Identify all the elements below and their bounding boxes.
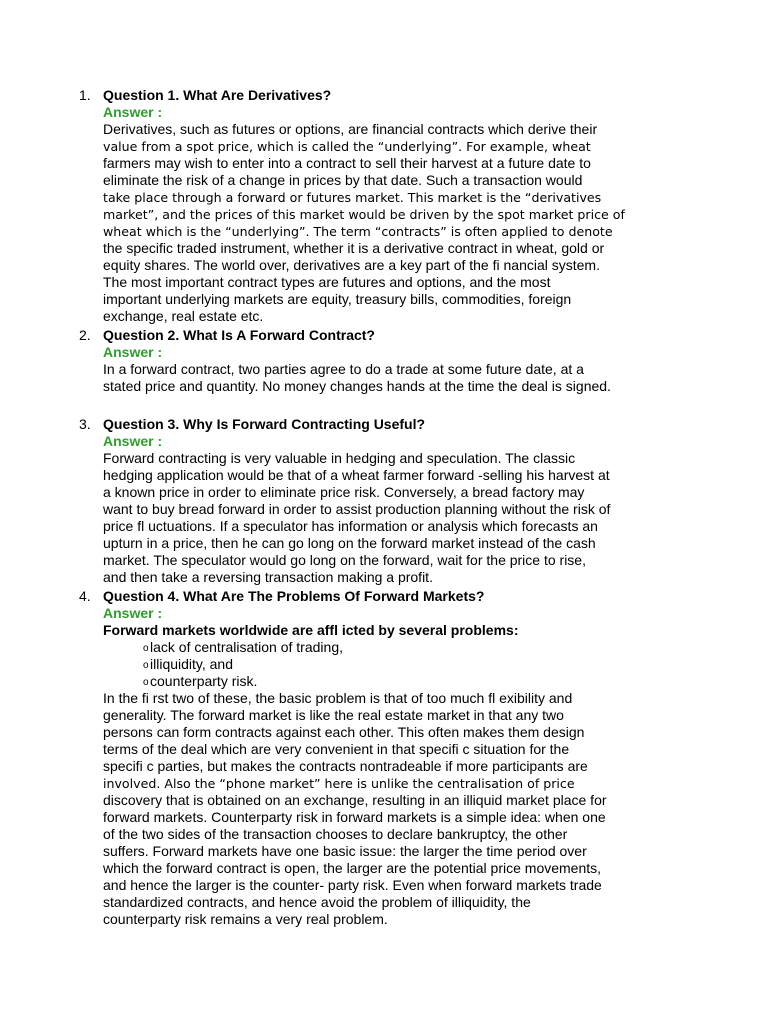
answer-line: which the forward contract is open, the larger are the potential price movements, <box>103 860 602 876</box>
answer-label: Answer : <box>103 344 163 360</box>
list-item <box>103 656 673 673</box>
list-item-text: lack of centralisation of trading, <box>150 639 343 655</box>
answer-line: hedging application would be that of a wheat farmer forward -selling his harvest at <box>103 467 610 483</box>
answer-line: important underlying markets are equity, treasury bills, commodities, foreign <box>103 291 572 307</box>
answer-line: and then take a reversing transaction making a profit. <box>103 569 433 585</box>
answer-line: take place through a forward or futures market. This market is the “derivatives <box>103 190 602 205</box>
answer-line: of the two sides of the transaction chooses to declare bankruptcy, the other <box>103 826 568 842</box>
answer-line: standardized contracts, and hence avoid the problem of illiquidity, the <box>103 894 531 910</box>
answer-line: eliminate the risk of a change in prices by that date. Such a transaction would <box>103 172 583 188</box>
qa-item-2 <box>79 327 673 395</box>
answer-line: price fl uctuations. If a speculator has information or analysis which forecasts an <box>103 518 598 534</box>
answer-line: exchange, real estate etc. <box>103 308 264 324</box>
answer-line: market. The speculator would go long on the forward, wait for the price to rise, <box>103 552 586 568</box>
list-item-text: counterparty risk. <box>150 673 258 689</box>
qa-item-4 <box>79 588 673 928</box>
answer-line: the specific traded instrument, whether it is a derivative contract in wheat, gold or <box>103 240 605 256</box>
question-heading: Question 1. What Are Derivatives? <box>103 87 332 103</box>
answer-line: counterparty risk remains a very real problem. <box>103 911 388 927</box>
answer-line: a known price in order to eliminate price risk. Conversely, a bread factory may <box>103 484 585 500</box>
answer-line: In a forward contract, two parties agree to do a trade at some future date, at a <box>103 361 584 377</box>
list-item <box>103 673 673 690</box>
answer-line: market”, and the prices of this market would be driven by the spot market price of <box>103 207 625 222</box>
question-heading: Question 4. What Are The Problems Of Forward Markets? <box>103 588 485 604</box>
question-heading: Question 3. Why Is Forward Contracting Useful? <box>103 416 426 432</box>
answer-line: value from a spot price, which is called the “underlying”. For example, wheat <box>103 139 591 154</box>
answer-line: forward markets. Counterparty risk in forward markets is a simple idea: when one <box>103 809 606 825</box>
bullet-icon: o <box>143 660 149 671</box>
answer-line: stated price and quantity. No money changes hands at the time the deal is signed. <box>103 378 611 394</box>
problems-intro: Forward markets worldwide are affl icted by several problems: <box>103 622 519 638</box>
question-heading: Question 2. What Is A Forward Contract? <box>103 327 375 343</box>
answer-line: want to buy bread forward in order to assist production planning without the risk of <box>103 501 611 517</box>
answer-line: equity shares. The world over, derivatives are a key part of the fi nancial system. <box>103 257 600 273</box>
list-item <box>103 639 673 656</box>
qa-item-1 <box>79 87 673 325</box>
answer-line: persons can form contracts against each other. This often makes them design <box>103 724 585 740</box>
answer-label: Answer : <box>103 104 163 120</box>
answer-line: wheat which is the “underlying”. The term “contracts” is often applied to denote <box>103 224 613 239</box>
bullet-icon: o <box>143 643 149 654</box>
bullet-icon: o <box>143 677 149 688</box>
list-item-text: illiquidity, and <box>150 656 234 672</box>
answer-line: In the fi rst two of these, the basic problem is that of too much fl exibility and <box>103 690 573 706</box>
answer-line: farmers may wish to enter into a contract to sell their harvest at a future date to <box>103 155 591 171</box>
answer-line: The most important contract types are futures and options, and the most <box>103 274 551 290</box>
answer-line: involved. Also the “phone market” here is unlike the centralisation of price <box>103 776 575 791</box>
answer-line: generality. The forward market is like the real estate market in that any two <box>103 707 564 723</box>
answer-label: Answer : <box>103 605 163 621</box>
answer-label: Answer : <box>103 433 163 449</box>
item-number: 2. <box>79 327 91 343</box>
answer-line: terms of the deal which are very convenient in that specifi c situation for the <box>103 741 570 757</box>
item-number: 3. <box>79 416 91 432</box>
item-number: 1. <box>79 87 91 103</box>
answer-line: suffers. Forward markets have one basic issue: the larger the time period over <box>103 843 587 859</box>
answer-line: discovery that is obtained on an exchange, resulting in an illiquid market place for <box>103 792 607 808</box>
qa-item-3 <box>79 416 673 586</box>
answer-line: Derivatives, such as futures or options, are financial contracts which derive their <box>103 121 598 137</box>
answer-line: Forward contracting is very valuable in hedging and speculation. The classic <box>103 450 576 466</box>
answer-line: upturn in a price, then he can go long on the forward market instead of the cash <box>103 535 596 551</box>
answer-line: specifi c parties, but makes the contracts nontradeable if more participants are <box>103 758 588 774</box>
item-number: 4. <box>79 588 91 604</box>
answer-line: and hence the larger is the counter- party risk. Even when forward markets trade <box>103 877 602 893</box>
